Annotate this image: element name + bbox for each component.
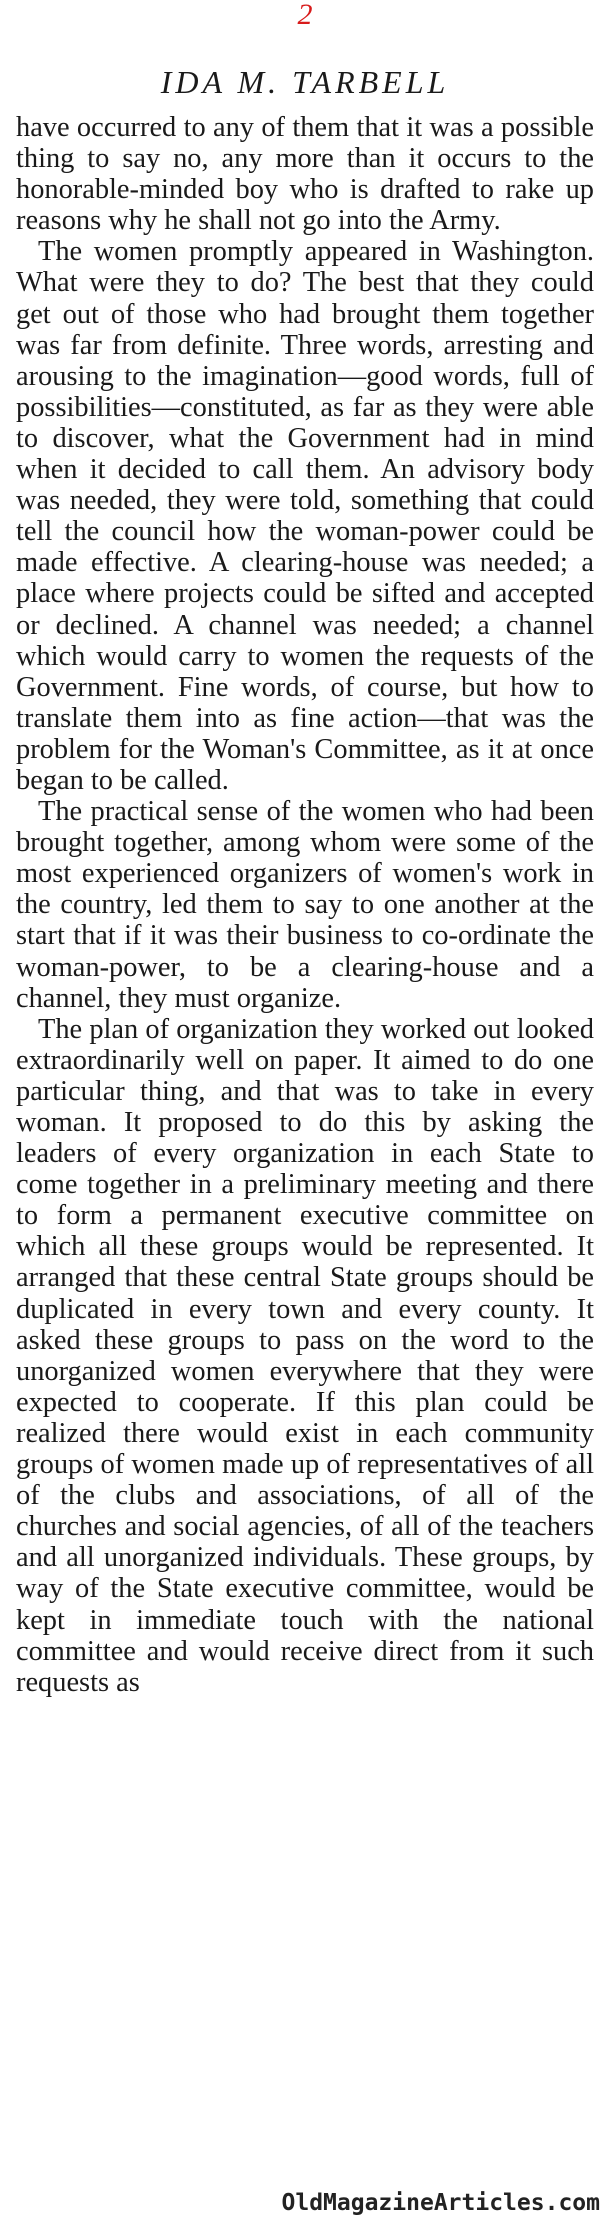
page-number: 2 — [297, 0, 313, 31]
article-paragraph: The plan of organization they worked out looked extraordinarily well on paper. It aimed to do one particular thing, and that was to take in every woman. It proposed to do this by asking the leaders of every organization in each State to come together in a preliminary meeting and there to form a permanent executive committee on which all these groups would be represented. It arranged that these central State groups should be duplicated in every town and every county. It asked these groups to pass on the word to the unorganized women everywhere that they were expected to cooperate. If this plan could be realized there would exist in each community groups of women made up of representatives of all of the clubs and associations, of all of the churches and social agencies, of all of the teachers and all unorganized individuals. These groups, by way of the State executive committee, would be kept in immediate touch with the national committee and would receive direct from it such requests as — [16, 1013, 594, 1698]
article-body — [16, 112, 594, 1698]
article-paragraph: The practical sense of the women who had been brought together, among whom were some of the most experienced organizers of women's work in the country, led them to say to one another at the start that if it was their business to co-ordinate the woman-power, to be a clearing-house and a channel, they must organize. — [16, 796, 594, 1014]
running-header-author: IDA M. TARBELL — [160, 64, 450, 100]
site-watermark: OldMagazineArticles.com — [281, 2190, 600, 2216]
article-paragraph: The women promptly appeared in Washington. What were they to do? The best that they could get out of those who had brought them together was far from definite. Three words, arresting and arousing to the imagination—good words, full of possibilities—constituted, as far as they were able to discover, what the Government had in mind when it decided to call them. An advisory body was needed, they were told, something that could tell the council how the woman-power could be made effective. A clearing-house was needed; a place where projects could be sifted and accepted or declined. A channel was needed; a channel which would carry to women the requests of the Government. Fine words, of course, but how to translate them into as fine action—that was the problem for the Woman's Committee, as it at once began to be called. — [16, 236, 594, 796]
article-paragraph: have occurred to any of them that it was a possible thing to say no, any more than it occurs to the honorable-minded boy who is drafted to rake up reasons why he shall not go into the Army. — [16, 112, 594, 237]
